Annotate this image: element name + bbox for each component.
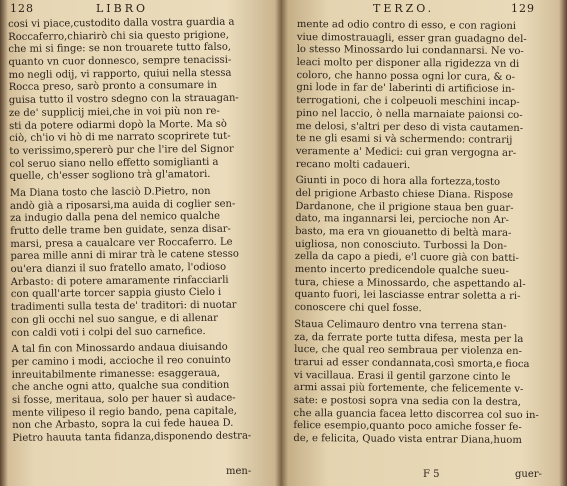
text-line: parea mille anni di mirar trà le catene stesso bbox=[10, 248, 239, 263]
text-line: Arbasto: di potere amaramente rinfacciarli bbox=[10, 274, 229, 288]
text-line: pino nel laccio, ò nella marnaiate paionsi co- bbox=[296, 107, 523, 121]
text-line: mente vilipeso il regio bando, pena capitale, bbox=[12, 405, 238, 419]
text-line: vi vacillaua. Erasi il gentil garzone cinto le bbox=[293, 369, 511, 383]
text-line: leaci molto per disponer alla rigidezza vn di bbox=[296, 57, 520, 71]
text-line: quanto vn cuor donnesco, sempre tenacissi- bbox=[8, 54, 232, 69]
text-line: del prigione Arbasto chiese Diana. Rispose bbox=[295, 187, 514, 201]
text-line: coloro, che hanno possa ogni lor cura, & o- bbox=[296, 69, 516, 83]
signature-mark: F 5 bbox=[423, 469, 440, 480]
text-line: Giunti in poco di hora alla fortezza,tosto bbox=[295, 175, 501, 189]
text-line: veramente a' Medici: cui gran vergogna ar- bbox=[295, 145, 517, 159]
page-number: 128 bbox=[10, 2, 34, 15]
text-line: basto, ma era vn giouanetto di beltà mara- bbox=[295, 225, 512, 239]
text-line: con gli occhi nel suo sangue, e di allenar bbox=[11, 312, 218, 326]
text-line: Dardanone, che il prigione staua ben guar- bbox=[295, 200, 514, 214]
right-page bbox=[285, 0, 567, 486]
body-text bbox=[8, 16, 280, 445]
left-page bbox=[0, 0, 282, 486]
text-line: quelle, ch'esser sogliono trà gl'amatori. bbox=[9, 169, 211, 183]
text-line: guisa tutto il vostro sdegno con la strauagan- bbox=[8, 92, 239, 107]
text-line: andò già a riposarsi,ma auida di coglier sen- bbox=[9, 198, 236, 212]
text-line: mo negli odij, vi rapporto, quiui nella stessa bbox=[8, 67, 232, 81]
text-line: trarui ad esser condannata,così smorta,e fioca bbox=[293, 356, 530, 370]
text-line: cosi vi piace,custodito dalla vostra guardia a bbox=[8, 16, 235, 30]
running-title: TERZO. bbox=[373, 2, 435, 15]
text-line: Rocca preso, sarò pronto a consumare in bbox=[8, 80, 217, 94]
text-line: Roccaferro,chiarirò chi sia questo prigione, bbox=[8, 29, 230, 43]
text-line: Ma Diana tosto che lasciò D.Pietro, non bbox=[9, 185, 211, 199]
text-line: con caldi voti i colpi del suo carnefice. bbox=[11, 325, 206, 339]
text-line: che mi si finge: se non trouarete tutto falso, bbox=[8, 42, 232, 56]
text-line: marsi, presa a caualcare ver Roccaferro. Le bbox=[10, 236, 233, 250]
page-edge-shadow bbox=[0, 0, 8, 486]
text-line: che anche ogni atto, qualche sua condition bbox=[11, 379, 230, 394]
text-line: Staua Celimauro dentro vna terrena stan- bbox=[294, 318, 507, 332]
text-line: uigliosa, non conosciuto. Turbossi la Don- bbox=[294, 238, 507, 252]
text-line: dato, ma ingannarsi lei, percioche non Ar- bbox=[295, 213, 510, 227]
text-line: de, e felicita, Quado vista entrar Diana,huom bbox=[293, 432, 522, 446]
text-line: non che Arbasto, sopra la cui fede hauea D. bbox=[12, 417, 234, 432]
page-number: 129 bbox=[511, 2, 535, 15]
text-line: mente ad odio contro di esso, e con ragioni bbox=[296, 19, 517, 32]
text-line: viue dimostrauagli, esser gran guadagno del- bbox=[296, 31, 527, 45]
text-line: col seruo siano nello effetto somiglianti a bbox=[9, 156, 219, 170]
text-line: terrogationi, che i colpeuoli meschini incap- bbox=[296, 95, 520, 109]
text-line: felice esempio,quanto poco amiche fosser fe- bbox=[293, 420, 522, 434]
text-line: ciò, ch'io vi hò di me narrato scoprirete tut- bbox=[9, 130, 231, 145]
text-line: conoscere chi quel fosse. bbox=[294, 302, 422, 315]
text-line: A tal fin con Minossardo andaua diuisando bbox=[11, 341, 228, 356]
running-title: LIBRO bbox=[96, 2, 149, 15]
catchword: guer- bbox=[515, 469, 542, 480]
text-line: mento incerto predicendole qualche sueu- bbox=[294, 264, 509, 277]
text-line: to verissimo,spererò pur che l'ire del Signor bbox=[9, 143, 234, 157]
text-line: za indugio dalla pena del nemico qualche bbox=[10, 211, 221, 225]
text-line: Pietro hauuta tanta fidanza,disponendo destra- bbox=[12, 430, 252, 444]
catchword: men- bbox=[226, 466, 252, 477]
text-line: per camino i modi, accioche il reo conuinto bbox=[11, 354, 231, 368]
text-line: te ne gli esami si và schermendo: contrarij bbox=[295, 133, 513, 147]
text-line: ze de' supplicij miei,che in voi più non re- bbox=[8, 105, 220, 119]
text-line: luce, che qual reo sembraua per violenza en- bbox=[294, 344, 522, 358]
text-line: tura, chiese a Minossardo, che aspettando al- bbox=[294, 276, 526, 290]
text-line: zella da capo a piedi, e'l cuore già con batti- bbox=[294, 251, 519, 265]
text-line: che alla guancia facea letto discorrea col suo in- bbox=[293, 407, 539, 421]
text-line: ou'era dianzi il suo fratello amato, l'odioso bbox=[10, 261, 227, 276]
text-line: me delosi, s'altri per deso di vista cautamen- bbox=[296, 120, 524, 134]
text-line: si fosse, meritaua, solo per hauer sì audace- bbox=[11, 392, 236, 406]
page-edge-shadow bbox=[559, 0, 567, 486]
body-text bbox=[293, 19, 565, 448]
text-line: sti da potere odiarmi dopò la Morte. Ma sò bbox=[9, 118, 227, 132]
text-line: quanto fuori, lei lasciasse entrar soletta a ri- bbox=[294, 289, 521, 303]
text-line: tradimenti sulla testa de' traditori: di nuotar bbox=[10, 299, 237, 314]
text-line: recano molti cadaueri. bbox=[295, 158, 411, 171]
text-line: lo stesso Minossardo lui condannarsi. Ne vo- bbox=[296, 44, 524, 58]
text-line: con quall'arte torcer sappia giusto Cielo i bbox=[10, 287, 222, 301]
text-line: za, da ferrate porte tutta difesa, mesta per la bbox=[294, 331, 524, 345]
text-line: inreuitabilmente rimanesse: esaggeraua, bbox=[11, 367, 221, 381]
text-line: armi assai più fortemente, che felicemente v- bbox=[293, 382, 524, 396]
text-line: frutto delle trame ben guidate, senza disar- bbox=[10, 223, 231, 237]
text-line: sate: e postosi sopra vna sedia con la destra, bbox=[293, 394, 521, 408]
text-line: gni lode in far de' laberinti di artificiose in- bbox=[296, 82, 515, 96]
